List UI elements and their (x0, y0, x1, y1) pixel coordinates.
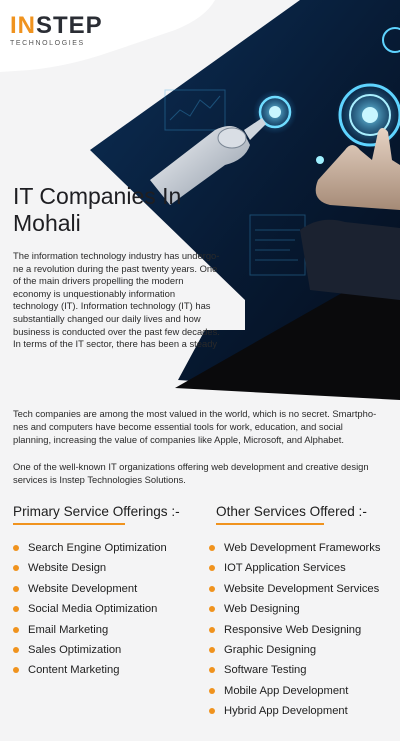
bullet-icon (13, 606, 19, 612)
item-label: Search Engine Optimization (28, 542, 167, 554)
item-label: Graphic Designing (224, 643, 317, 656)
item-label: Website Design (28, 562, 107, 575)
list-item (209, 560, 380, 580)
intro-line: ne a revolution during the past twenty years. One (13, 262, 218, 274)
bullet-icon (209, 708, 215, 714)
list-item (13, 622, 167, 642)
paragraph-line: nes and computers have become essential tools for work, education, and social (13, 420, 343, 432)
page-title (13, 183, 181, 237)
paragraph-line: planning, increasing the value of companies like Apple, Microsoft, and Alphabet. (13, 433, 344, 445)
intro-line: business is conducted over the past few decades. (13, 325, 220, 337)
primary-services-heading (13, 504, 180, 519)
bullet-icon (13, 545, 19, 551)
item-label: Web Designing (224, 603, 300, 616)
item-label: Website Development Services (224, 582, 380, 595)
other-services-list (209, 540, 380, 724)
list-item (13, 662, 167, 682)
bullet-icon (209, 647, 215, 653)
logo-accent: IN (10, 12, 36, 39)
intro-line: In terms of the IT sector, there has been a steady (13, 338, 218, 350)
intro-line: The information technology industry has undergo- (13, 250, 220, 261)
list-item (209, 642, 380, 662)
list-item (13, 540, 167, 560)
list-item (209, 683, 380, 703)
item-label: Software Testing (224, 664, 307, 677)
bullet-icon (13, 667, 19, 673)
bullet-icon (209, 586, 215, 592)
intro-paragraph (13, 250, 249, 351)
heading-text: Other Services Offered :- (216, 504, 367, 519)
brand-logo (10, 14, 103, 47)
item-label: Sales Optimization (28, 643, 122, 656)
bullet-icon (13, 565, 19, 571)
item-label: Hybrid App Development (224, 705, 348, 718)
bullet-icon (209, 688, 215, 694)
heading-underline (216, 523, 324, 525)
list-item (209, 540, 380, 560)
item-label: Content Marketing (28, 664, 120, 677)
list-item (13, 581, 167, 601)
title-line: Mohali (13, 210, 81, 236)
list-item (209, 622, 380, 642)
list-item (13, 560, 167, 580)
intro-line: economy is unquestionably information (13, 287, 176, 299)
paragraph-tech-companies (13, 408, 387, 446)
primary-services-list (13, 540, 167, 683)
item-label: Website Development (28, 582, 138, 595)
other-services-heading (216, 504, 367, 519)
list-item (209, 581, 380, 601)
heading-text: Primary Service Offerings :- (13, 504, 180, 519)
item-label: IOT Application Services (224, 562, 346, 575)
bullet-icon (13, 586, 19, 592)
list-item (209, 662, 380, 682)
bullet-icon (13, 627, 19, 633)
list-item (209, 601, 380, 621)
bullet-icon (209, 565, 215, 571)
intro-line: substantially changed our daily lives and how (13, 312, 201, 324)
item-label: Responsive Web Designing (224, 623, 362, 636)
logo-tagline: TECHNOLOGIES (10, 40, 85, 47)
list-item (13, 642, 167, 662)
item-label: Web Development Frameworks (224, 542, 381, 554)
item-label: Email Marketing (28, 623, 109, 636)
intro-line: technology (IT). Information technology (IT) has (13, 300, 211, 312)
paragraph-line: services is Instep Technologies Solutions. (13, 473, 186, 485)
item-label: Social Media Optimization (28, 603, 158, 616)
bullet-icon (209, 667, 215, 673)
intro-line: of the main drivers propelling the modern (13, 275, 184, 287)
bullet-icon (209, 545, 215, 551)
bullet-icon (209, 606, 215, 612)
paragraph-line: One of the well-known IT organizations offering web development and creative design (13, 461, 369, 472)
heading-underline (13, 523, 125, 525)
title-line: IT Companies In (13, 183, 182, 209)
paragraph-instep (13, 461, 387, 487)
bullet-icon (13, 647, 19, 653)
list-item (209, 703, 380, 723)
item-label: Mobile App Development (224, 684, 349, 697)
paragraph-line: Tech companies are among the most valued in the world, which is no secret. Smartpho- (13, 408, 377, 419)
logo-name: STEP (36, 12, 103, 39)
bullet-icon (209, 627, 215, 633)
list-item (13, 601, 167, 621)
